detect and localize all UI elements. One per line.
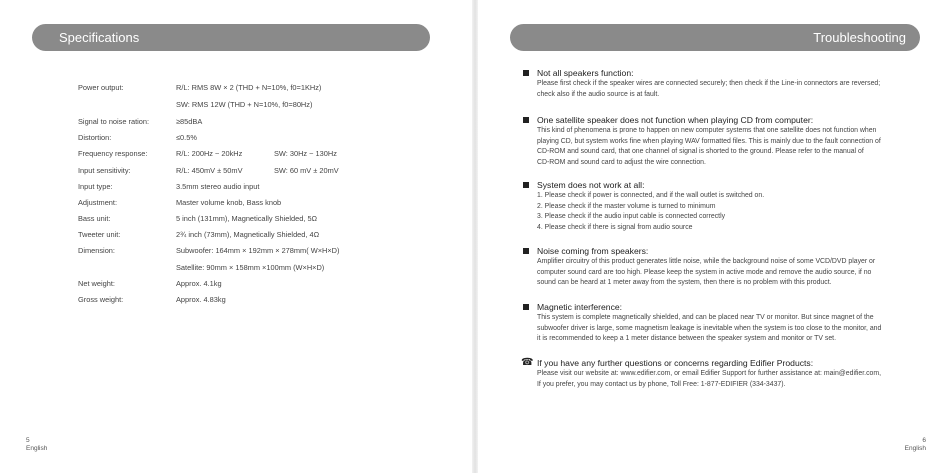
page-number: 6: [922, 437, 926, 444]
troubleshooting-heading: [525, 68, 935, 78]
bullet-square-icon: [523, 248, 529, 254]
page-number: 5: [26, 437, 30, 444]
body-line: 1. Please check if power is connected, and if the wall outlet is switched on.: [537, 192, 765, 199]
spec-label: Power output:: [78, 83, 124, 92]
spec-value: Master volume knob, Bass knob: [176, 198, 282, 207]
spec-value: R/L: 450mV ± 50mV: [176, 166, 243, 175]
spec-value: 2¾ inch (73mm), Magnetically Shielded, 4Ω: [176, 230, 320, 239]
body-line: This system is complete magnetically shielded, and can be placed near TV or monitor. But since magnet of the: [537, 314, 874, 321]
troubleshooting-body: [525, 79, 935, 100]
specifications-page: [0, 0, 470, 473]
bullet-square-icon: [523, 70, 529, 76]
troubleshooting-heading: [525, 180, 935, 190]
body-line: Amplifier circuitry of this product generates little noise, while the background noise of some VCD/DVD player or: [537, 258, 876, 265]
troubleshooting-body: [525, 257, 935, 289]
spec-label: Dimension:: [78, 246, 115, 255]
troubleshooting-item: [525, 180, 935, 234]
spec-label: Signal to noise ration:: [78, 117, 150, 126]
spec-label: Frequency response:: [78, 149, 148, 158]
body-line: it is recommended to keep a 1 meter distance between the speaker system and monitor or TV set.: [537, 335, 836, 343]
body-line: subwoofer driver is large, some magnetism leakage is inevitable when the system is too close to the monitor, and: [537, 324, 882, 332]
page-number-right: [905, 437, 926, 453]
spec-label: Distortion:: [78, 133, 112, 142]
body-line: 3. Please check if the audio input cable is connected correctly: [537, 213, 726, 221]
body-line: check also if the audio source is at fault.: [537, 90, 660, 98]
spec-label: Gross weight:: [78, 295, 124, 304]
page-language: English: [904, 445, 926, 452]
heading-text: If you have any further questions or concerns regarding Edifier Products:: [537, 358, 814, 368]
heading-text: Magnetic interference:: [537, 302, 623, 312]
bullet-square-icon: [523, 117, 529, 123]
troubleshooting-item: [525, 302, 935, 345]
spec-value: ≤0.5%: [176, 133, 197, 142]
page-language: English: [26, 445, 48, 452]
body-line: This kind of phenomena is prone to happen on new computer systems that one satellite does not function when: [537, 127, 877, 134]
contact-block: [521, 357, 935, 390]
bullet-square-icon: [523, 182, 529, 188]
specifications-title: Specifications: [59, 30, 140, 45]
heading-text: One satellite speaker does not function when playing CD from computer:: [537, 115, 814, 125]
troubleshooting-item: [525, 246, 935, 289]
troubleshooting-title: Troubleshooting: [813, 30, 906, 45]
spec-value: Approx. 4.1kg: [176, 279, 222, 288]
body-line: computer sound card are too high. Please keep the system in active mode and remove the audio source, if no: [537, 268, 872, 276]
troubleshooting-heading: [525, 246, 935, 256]
body-line: sound can be heard at 1 meter away from the system, then there is no problem with this product.: [537, 279, 832, 287]
troubleshooting-item: [525, 68, 935, 100]
spec-label: Adjustment:: [78, 198, 118, 207]
body-line: CD-ROM and sound card to adjust the wire connection.: [537, 159, 706, 167]
spec-value: SW: RMS 12W (THD + N=10%, f0=80Hz): [176, 100, 313, 109]
body-line: If you prefer, you may contact us by phone, Toll Free: 1-877-EDIFIER (334-3437).: [537, 380, 786, 388]
body-line: Please first check if the speaker wires are connected securely; then check if the Line-in connectors are reversed;: [537, 80, 881, 87]
heading-text: System does not work at all:: [537, 180, 645, 190]
telephone-icon: ☎: [521, 357, 534, 368]
heading-text: Not all speakers function:: [537, 68, 634, 78]
spec-value: R/L: RMS 8W × 2 (THD + N=10%, f0=1KHz): [176, 83, 322, 92]
troubleshooting-page: [480, 0, 950, 473]
spec-value-secondary: SW: 30Hz ~ 130Hz: [274, 149, 337, 158]
spec-value: Subwoofer: 164mm × 192mm × 278mm( W×H×D): [176, 246, 340, 255]
troubleshooting-heading: [525, 302, 935, 312]
heading-text: Noise coming from speakers:: [537, 246, 649, 256]
spec-label: Input sensitivity:: [78, 166, 131, 175]
troubleshooting-item: [525, 115, 935, 169]
spec-value: Satellite: 90mm × 158mm ×100mm (W×H×D): [176, 263, 325, 272]
body-line: 2. Please check if the master volume is turned to minimum: [537, 202, 716, 210]
body-line: playing CD, but system works fine when playing WAV formatted files. This is mainly due to the fault connection of: [537, 137, 881, 145]
spec-value-secondary: SW: 60 mV ± 20mV: [274, 166, 339, 175]
spec-value: Approx. 4.83kg: [176, 295, 226, 304]
contact-body: [525, 369, 935, 390]
troubleshooting-header: [510, 24, 920, 51]
spec-label: Input type:: [78, 182, 113, 191]
book-gutter: [472, 0, 478, 473]
spec-value: 3.5mm stereo audio input: [176, 182, 260, 191]
specifications-header: [32, 24, 430, 51]
troubleshooting-body: [525, 313, 935, 345]
spec-value: ≥85dBA: [176, 117, 203, 126]
troubleshooting-body: [525, 191, 935, 234]
body-line: 4. Please check if there is signal from audio source: [537, 224, 693, 232]
bullet-square-icon: [523, 304, 529, 310]
spec-value: R/L: 200Hz ~ 20kHz: [176, 149, 243, 158]
spec-label: Bass unit:: [78, 214, 111, 223]
spec-label: Net weight:: [78, 279, 115, 288]
body-line: CD-ROM and sound card, that one channel of signal is shorted to the ground. Please refer to the manual of: [537, 148, 864, 156]
troubleshooting-body: [525, 126, 935, 169]
contact-heading: [521, 357, 935, 368]
page-number-left: [26, 437, 47, 453]
troubleshooting-heading: [525, 115, 935, 125]
body-line: Please visit our website at: www.edifier.com, or email Edifier Support for further assistance at: main@edifier.com,: [537, 370, 882, 377]
spec-value: 5 inch (131mm), Magnetically Shielded, 5Ω: [176, 214, 318, 223]
spec-label: Tweeter unit:: [78, 230, 121, 239]
